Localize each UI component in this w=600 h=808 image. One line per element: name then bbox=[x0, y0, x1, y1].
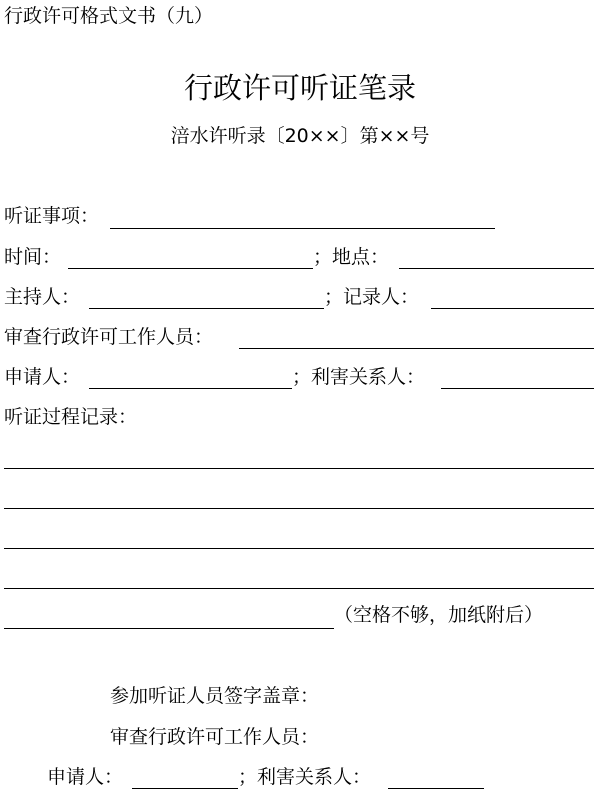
interested-party-label: ；利害关系人： bbox=[292, 366, 426, 388]
hearing-process-label: 听证过程记录： bbox=[4, 406, 138, 428]
signature-heading: 参加听证人员签字盖章： bbox=[110, 685, 320, 707]
record-line[interactable] bbox=[4, 548, 594, 549]
interested-party-line[interactable] bbox=[441, 388, 594, 389]
time-label: 时间： bbox=[4, 246, 62, 268]
recorder-label: ；记录人： bbox=[324, 286, 420, 308]
record-line[interactable] bbox=[4, 508, 594, 509]
place-label: ；地点： bbox=[313, 246, 390, 268]
host-label: 主持人： bbox=[4, 286, 81, 308]
document-title: 行政许可听证笔录 bbox=[183, 71, 416, 105]
signature-interested-party-label: ；利害关系人： bbox=[238, 766, 372, 788]
insufficient-space-note: （空格不够，加纸附后） bbox=[334, 604, 544, 626]
document-number: 涪水许听录〔20××〕第××号 bbox=[170, 125, 430, 147]
record-line[interactable] bbox=[4, 628, 334, 629]
applicant-line[interactable] bbox=[89, 388, 292, 389]
host-line[interactable] bbox=[89, 308, 324, 309]
applicant-label: 申请人： bbox=[4, 366, 81, 388]
reviewer-line[interactable] bbox=[239, 348, 594, 349]
signature-interested-party-line[interactable] bbox=[388, 788, 484, 789]
signature-reviewer-label: 审查行政许可工作人员： bbox=[110, 726, 320, 748]
time-line[interactable] bbox=[68, 268, 313, 269]
hearing-matter-label: 听证事项： bbox=[4, 205, 100, 227]
place-line[interactable] bbox=[399, 268, 594, 269]
recorder-line[interactable] bbox=[431, 308, 594, 309]
signature-applicant-line[interactable] bbox=[132, 788, 238, 789]
record-line[interactable] bbox=[4, 468, 594, 469]
record-line[interactable] bbox=[4, 588, 594, 589]
hearing-matter-line[interactable] bbox=[110, 228, 495, 229]
signature-applicant-label: 申请人： bbox=[47, 766, 124, 788]
reviewer-label: 审查行政许可工作人员： bbox=[4, 326, 214, 348]
document-type-label: 行政许可格式文书（九） bbox=[4, 5, 214, 27]
